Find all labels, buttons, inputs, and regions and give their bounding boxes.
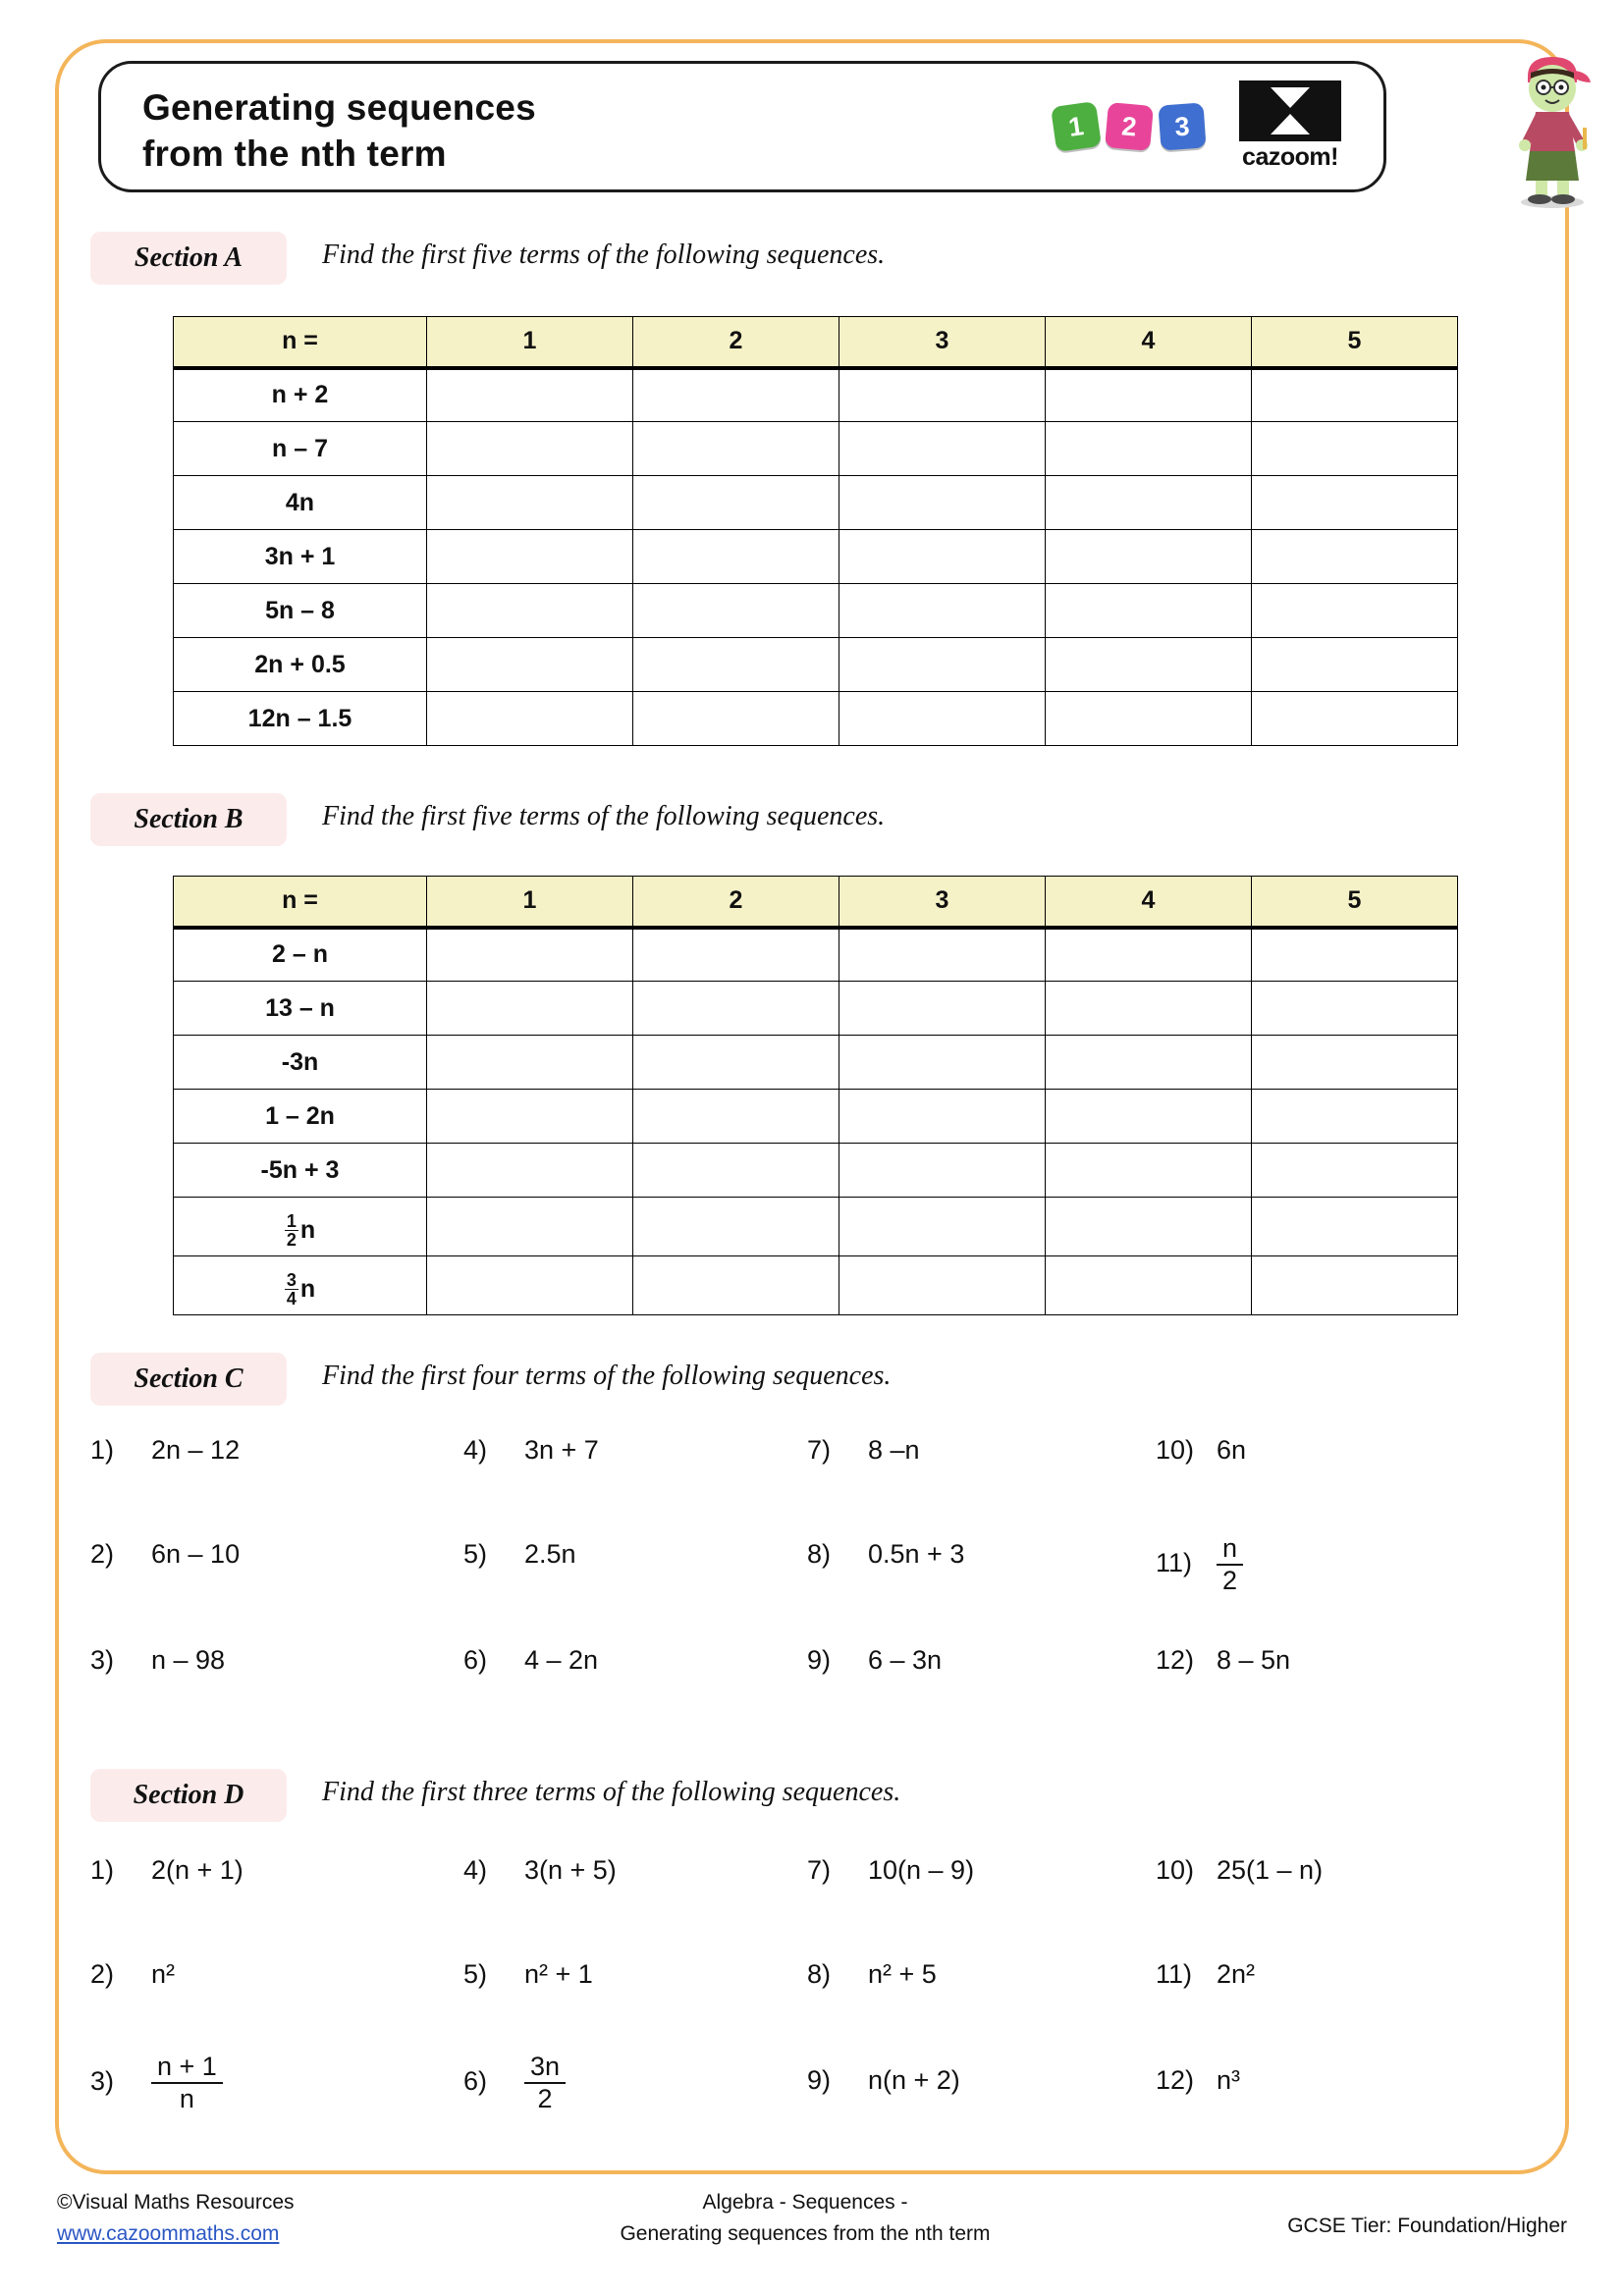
question-item: 8) 0.5n + 3: [807, 1539, 965, 1569]
answer-cell[interactable]: [1046, 928, 1252, 982]
question-text: n – 98: [151, 1645, 226, 1675]
answer-cell[interactable]: [1252, 584, 1458, 638]
mascot-illustration: [1498, 43, 1606, 210]
table-row: [174, 1036, 1458, 1090]
answer-cell[interactable]: [839, 1198, 1046, 1256]
question-item: 8) n² + 5: [807, 1959, 937, 1989]
expression-cell: 1 – 2n: [174, 1090, 427, 1144]
fraction-denominator: 4: [286, 1288, 297, 1308]
answer-cell[interactable]: [633, 1198, 839, 1256]
answer-cell[interactable]: [427, 530, 633, 584]
answer-cell[interactable]: [427, 1198, 633, 1256]
question-fraction: $\frac{n}{2}$: [1217, 1533, 1243, 1596]
answer-cell[interactable]: [427, 1144, 633, 1198]
question-text: 2(n + 1): [151, 1855, 244, 1885]
question-text: 2n²: [1217, 1959, 1256, 1989]
answer-cell[interactable]: [1252, 1256, 1458, 1315]
expression-cell: 13 – n: [174, 982, 427, 1036]
question-text: 3(n + 5): [524, 1855, 617, 1885]
expression-cell-fraction: [174, 1198, 427, 1256]
question-item: 3) $\frac{n + 1}{n}$: [90, 2052, 223, 2114]
answer-cell[interactable]: [633, 928, 839, 982]
section-a-label: Section A: [90, 232, 287, 285]
answer-cell[interactable]: [839, 1256, 1046, 1315]
question-item: 5) 2.5n: [463, 1539, 576, 1569]
answer-cell[interactable]: [633, 1090, 839, 1144]
section-b-header: [90, 793, 1416, 846]
table-header-cell: 3: [839, 877, 1046, 928]
page-title-line1: Generating sequences: [142, 87, 536, 128]
question-text: n² + 1: [524, 1959, 593, 1989]
question-item: 4) 3n + 7: [463, 1435, 599, 1465]
answer-cell[interactable]: [839, 422, 1046, 476]
expression-cell: 5n – 8: [174, 584, 427, 638]
table-row: [174, 692, 1458, 746]
question-text: 4 – 2n: [524, 1645, 599, 1675]
footer-tier: GCSE Tier: Foundation/Higher: [1287, 2215, 1567, 2237]
section-b-instruction: Find the first five terms of the following sequences.: [322, 801, 886, 831]
fraction-numerator: 3: [286, 1269, 297, 1290]
table-row: [174, 476, 1458, 530]
answer-cell[interactable]: [1046, 692, 1252, 746]
table-row: [174, 530, 1458, 584]
expression-cell-fraction: [174, 1256, 427, 1315]
table-header-cell: 2: [633, 877, 839, 928]
table-row: [174, 1090, 1458, 1144]
answer-cell[interactable]: [839, 584, 1046, 638]
question-item: 4) 3(n + 5): [463, 1855, 617, 1885]
section-d-label: Section D: [90, 1769, 287, 1822]
answer-cell[interactable]: [1252, 692, 1458, 746]
question-item: 7) 10(n – 9): [807, 1855, 975, 1885]
section-c-instruction: Find the first four terms of the following sequences.: [322, 1361, 892, 1391]
footer-website-link[interactable]: www.cazoommaths.com: [57, 2221, 280, 2245]
answer-cell[interactable]: [633, 530, 839, 584]
footer-copyright: ©Visual Maths Resources: [57, 2191, 295, 2214]
table-row: [174, 928, 1458, 982]
answer-cell[interactable]: [1252, 422, 1458, 476]
table-header-cell: 2: [633, 317, 839, 368]
question-item: 2) 6n – 10: [90, 1539, 241, 1569]
section-c-header: [90, 1353, 1416, 1406]
table-row: [174, 1144, 1458, 1198]
table-row: [174, 422, 1458, 476]
question-item: 2) n²: [90, 1959, 176, 1989]
question-item: 10) 6n: [1156, 1435, 1247, 1465]
section-a-instruction: Find the first five terms of the following sequences.: [322, 240, 886, 270]
expression-cell: -5n + 3: [174, 1144, 427, 1198]
answer-cell[interactable]: [1046, 530, 1252, 584]
question-item: 11) 2n²: [1156, 1959, 1256, 1989]
answer-cell[interactable]: [839, 638, 1046, 692]
question-text: n(n + 2): [868, 2065, 960, 2095]
answer-cell[interactable]: [1046, 422, 1252, 476]
question-text: 25(1 – n): [1217, 1855, 1324, 1885]
question-text: 2.5n: [524, 1539, 576, 1569]
question-item: 9) n(n + 2): [807, 2065, 960, 2095]
table-header-cell: 4: [1046, 877, 1252, 928]
page-title-line2: from the nth term: [142, 133, 447, 174]
footer-left: [57, 2187, 295, 2249]
section-c-questions: [90, 1435, 1426, 1690]
table-header-cell: n =: [174, 317, 427, 368]
table-row: [174, 317, 1458, 368]
answer-cell[interactable]: [1252, 982, 1458, 1036]
section-c-label: Section C: [90, 1353, 287, 1406]
answer-cell[interactable]: [427, 1256, 633, 1315]
question-text: n² + 5: [868, 1959, 937, 1989]
question-text: n²: [151, 1959, 176, 1989]
answer-cell[interactable]: [633, 1256, 839, 1315]
question-fraction: $\frac{n + 1}{n}$: [151, 2052, 223, 2114]
fraction-denominator: 2: [286, 1229, 297, 1250]
fraction-suffix: n: [299, 1215, 316, 1244]
footer-middle: [574, 2187, 1036, 2249]
footer-topic-line: Generating sequences from the nth term: [620, 2221, 991, 2245]
answer-cell[interactable]: [839, 982, 1046, 1036]
question-text: 0.5n + 3: [868, 1539, 965, 1569]
number-badge-3: 3: [1158, 102, 1206, 150]
answer-cell[interactable]: [633, 638, 839, 692]
answer-cell[interactable]: [633, 1036, 839, 1090]
answer-cell[interactable]: [1046, 368, 1252, 422]
section-d-instruction: Find the first three terms of the following sequences.: [322, 1777, 901, 1807]
section-a-table: [173, 316, 1458, 746]
answer-cell[interactable]: [1046, 1036, 1252, 1090]
answer-cell[interactable]: [1252, 1090, 1458, 1144]
cazoom-wordmark: cazoom!: [1242, 143, 1338, 171]
table-row: [174, 1198, 1458, 1256]
answer-cell[interactable]: [839, 476, 1046, 530]
expression-cell: 3n + 1: [174, 530, 427, 584]
expression-cell: 12n – 1.5: [174, 692, 427, 746]
question-item: 1) 2n – 12: [90, 1435, 241, 1465]
answer-cell[interactable]: [839, 692, 1046, 746]
answer-cell[interactable]: [1252, 928, 1458, 982]
question-text: 3n + 7: [524, 1435, 599, 1465]
answer-cell[interactable]: [427, 422, 633, 476]
question-item: 3) n – 98: [90, 1645, 226, 1675]
answer-cell[interactable]: [633, 982, 839, 1036]
number-badge-2: 2: [1105, 102, 1154, 151]
expression-cell: n – 7: [174, 422, 427, 476]
question-item: 5) n² + 1: [463, 1959, 593, 1989]
answer-cell[interactable]: [1252, 530, 1458, 584]
answer-cell[interactable]: [427, 1090, 633, 1144]
section-d-questions: [90, 1855, 1426, 2114]
table-header-cell: 1: [427, 877, 633, 928]
question-text: 6n – 10: [151, 1539, 241, 1569]
answer-cell[interactable]: [427, 368, 633, 422]
answer-cell[interactable]: [633, 584, 839, 638]
answer-cell[interactable]: [1046, 584, 1252, 638]
expression-cell: 4n: [174, 476, 427, 530]
answer-cell[interactable]: [633, 368, 839, 422]
answer-cell[interactable]: [1046, 1144, 1252, 1198]
question-item: 9) 6 – 3n: [807, 1645, 943, 1675]
answer-cell[interactable]: [839, 928, 1046, 982]
answer-cell[interactable]: [839, 1090, 1046, 1144]
question-text: n³: [1217, 2065, 1241, 2095]
question-text: 6n: [1217, 1435, 1247, 1465]
table-row: [174, 584, 1458, 638]
table-row: [174, 368, 1458, 422]
table-header-cell: 5: [1252, 877, 1458, 928]
question-item: 7) 8 –n: [807, 1435, 920, 1465]
question-item: 12) n³: [1156, 2065, 1241, 2095]
question-item: 6) 4 – 2n: [463, 1645, 599, 1675]
answer-cell[interactable]: [1252, 638, 1458, 692]
answer-cell[interactable]: [839, 368, 1046, 422]
answer-cell[interactable]: [633, 692, 839, 746]
answer-cell[interactable]: [633, 422, 839, 476]
answer-cell[interactable]: [1252, 368, 1458, 422]
table-header-cell: 5: [1252, 317, 1458, 368]
expression-cell: -3n: [174, 1036, 427, 1090]
question-text: 2n – 12: [151, 1435, 241, 1465]
answer-cell[interactable]: [1252, 1198, 1458, 1256]
fraction-numerator: 1: [286, 1210, 297, 1231]
section-d-header: [90, 1769, 1416, 1822]
table-header-cell: n =: [174, 877, 427, 928]
table-row: [174, 1256, 1458, 1315]
fraction-suffix: n: [299, 1274, 316, 1303]
answer-cell[interactable]: [1046, 1256, 1252, 1315]
answer-cell[interactable]: [1046, 476, 1252, 530]
question-text: 10(n – 9): [868, 1855, 975, 1885]
answer-cell[interactable]: [1046, 1090, 1252, 1144]
answer-cell[interactable]: [427, 476, 633, 530]
answer-cell[interactable]: [427, 584, 633, 638]
cazoom-logo: [1232, 80, 1348, 172]
question-text: 8 – 5n: [1217, 1645, 1291, 1675]
question-text: 6 – 3n: [868, 1645, 943, 1675]
question-item: 10) 25(1 – n): [1156, 1855, 1324, 1885]
section-a-header: [90, 232, 1416, 285]
section-b-table: [173, 876, 1458, 1315]
brand-logo: [1054, 80, 1348, 172]
number-badge-1: 1: [1051, 101, 1102, 152]
answer-cell[interactable]: [839, 1036, 1046, 1090]
expression-cell: 2n + 0.5: [174, 638, 427, 692]
answer-cell[interactable]: [1252, 1036, 1458, 1090]
answer-cell[interactable]: [633, 476, 839, 530]
footer-subject-line: Algebra - Sequences -: [702, 2191, 908, 2214]
answer-cell[interactable]: [1046, 982, 1252, 1036]
table-header-cell: 3: [839, 317, 1046, 368]
question-item: 1) 2(n + 1): [90, 1855, 244, 1885]
table-row: [174, 877, 1458, 928]
section-b-label: Section B: [90, 793, 287, 846]
page-title: [142, 85, 536, 177]
table-header-cell: 1: [427, 317, 633, 368]
answer-cell[interactable]: [1046, 1198, 1252, 1256]
answer-cell[interactable]: [427, 928, 633, 982]
header-box: [98, 61, 1386, 192]
hourglass-icon: [1239, 80, 1341, 141]
question-item: 6) $\frac{3n}{2}$: [463, 2052, 566, 2114]
expression-cell: n + 2: [174, 368, 427, 422]
answer-cell[interactable]: [427, 692, 633, 746]
answer-cell[interactable]: [839, 530, 1046, 584]
answer-cell[interactable]: [1046, 638, 1252, 692]
answer-cell[interactable]: [427, 638, 633, 692]
answer-cell[interactable]: [427, 1036, 633, 1090]
answer-cell[interactable]: [1252, 476, 1458, 530]
answer-cell[interactable]: [1252, 1144, 1458, 1198]
question-item: 11) $\frac{n}{2}$: [1156, 1533, 1243, 1596]
answer-cell[interactable]: [839, 1144, 1046, 1198]
question-item: 12) 8 – 5n: [1156, 1645, 1291, 1675]
table-row: [174, 638, 1458, 692]
answer-cell[interactable]: [633, 1144, 839, 1198]
table-row: [174, 982, 1458, 1036]
expression-cell: 2 – n: [174, 928, 427, 982]
answer-cell[interactable]: [427, 982, 633, 1036]
question-text: 8 –n: [868, 1435, 920, 1465]
table-header-cell: 4: [1046, 317, 1252, 368]
question-fraction: $\frac{3n}{2}$: [524, 2052, 566, 2114]
